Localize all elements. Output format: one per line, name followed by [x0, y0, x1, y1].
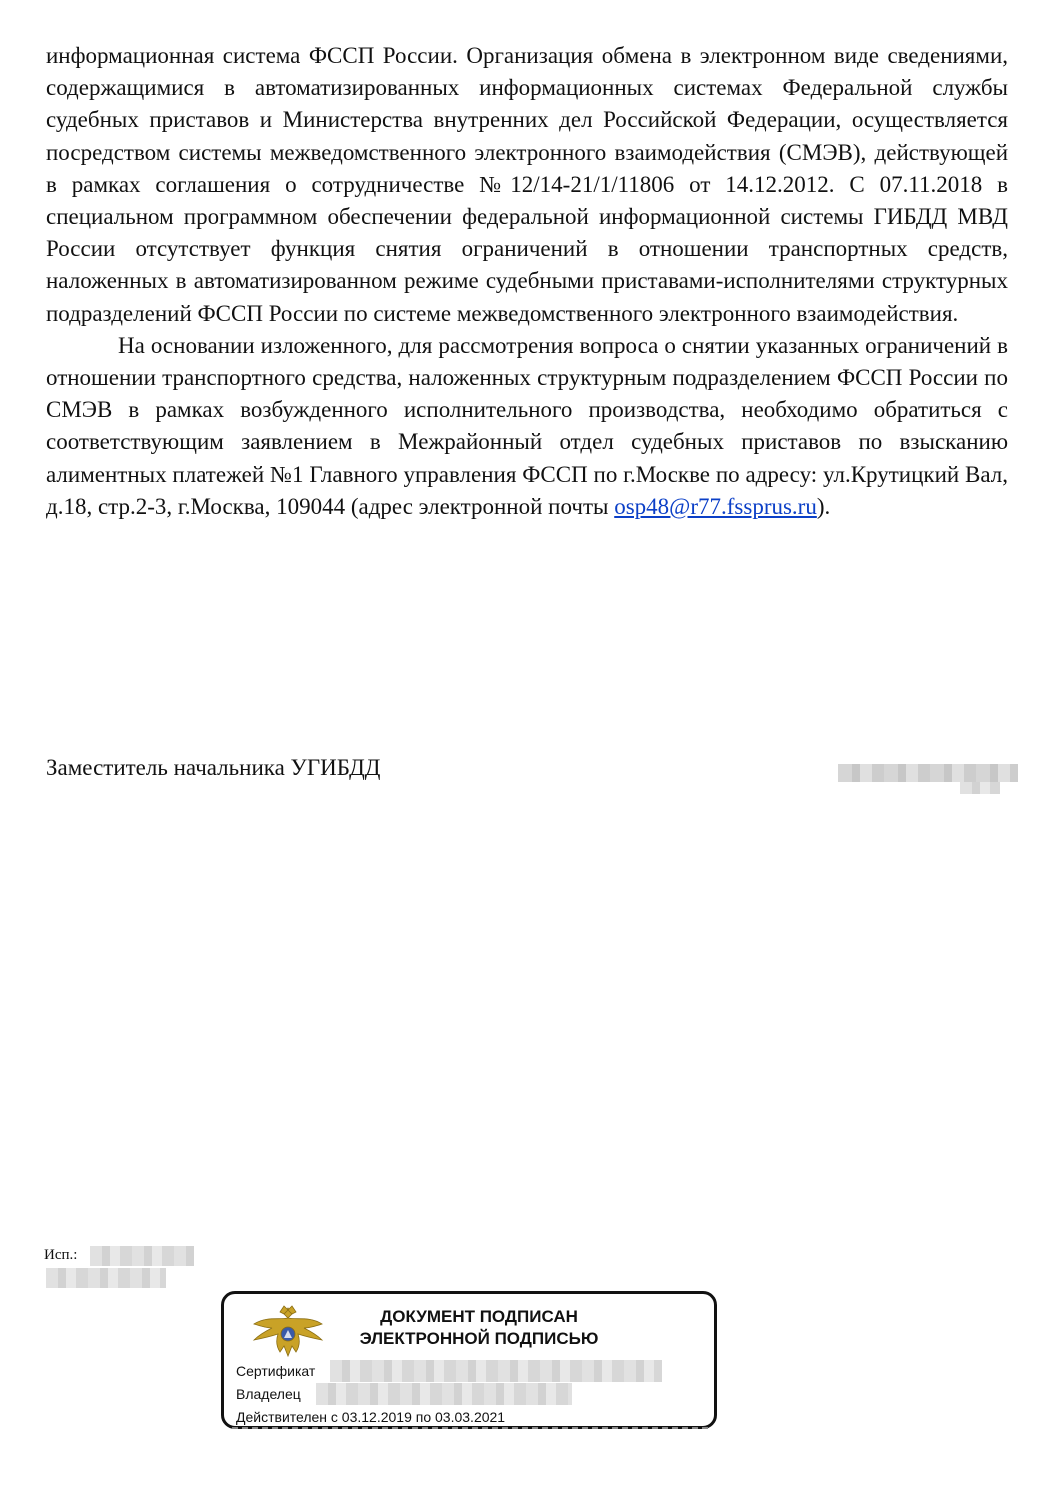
redacted-signer-name	[838, 764, 1018, 782]
certificate-label: Сертификат	[236, 1363, 316, 1379]
certificate-row	[236, 1362, 315, 1380]
paragraph-2	[46, 330, 1008, 523]
owner-label: Владелец	[236, 1386, 301, 1402]
paragraph-1: информационная система ФССП России. Организация обмена в электронном виде сведениями, содержащимися в автоматизированных информационных системах Федеральной службы судебных приставов и Министерства внутренних дел Российской Федерации, осуществляется посредством системы межведомственного электронного взаимодействия (СМЭВ), действующей в рамках соглашения о сотрудничестве №12/14-21/1/11806 от 14.12.2012. С 07.11.2018 в специальном программном обеспечении федеральной информационной системы ГИБДД МВД России отсутствует функция снятия ограничений в отношении транспортных средств, наложенных в автоматизированном режиме судебными приставами-исполнителями структурных подразделений ФССП России по системе межведомственного электронного взаимодействия.	[46, 43, 1008, 326]
email-link[interactable]: osp48@r77.fssprus.ru	[614, 493, 817, 519]
double-headed-eagle-emblem-icon	[250, 1302, 326, 1364]
redacted-owner-name	[316, 1383, 572, 1405]
executor-label: Исп.:	[44, 1247, 78, 1263]
redacted-certificate-number	[330, 1360, 662, 1382]
redacted-executor-phone	[46, 1268, 166, 1288]
stamp-heading	[334, 1306, 624, 1350]
letter-body	[46, 40, 1008, 523]
stamp-heading-line-2: ЭЛЕКТРОННОЙ ПОДПИСЬЮ	[359, 1329, 599, 1348]
paragraph-2-end: ).	[816, 493, 831, 519]
validity-row: Действителен с 03.12.2019 по 03.03.2021	[236, 1409, 506, 1425]
stamp-bottom-divider	[232, 1427, 710, 1429]
owner-row	[236, 1385, 301, 1403]
redacted-signer-name-fragment	[960, 782, 1000, 794]
stamp-heading-line-1: ДОКУМЕНТ ПОДПИСАН	[380, 1307, 578, 1326]
electronic-signature-stamp	[221, 1291, 717, 1429]
paragraph-2-text: На основании изложенного, для рассмотрения вопроса о снятии указанных ограничений в отношении транспортного средства, наложенных структурным подразделением ФССП России по СМЭВ в рамках возбужденного исполнительного производства, необходимо обратиться с соответствующим заявлением в Межрайонный отдел судебных приставов по взысканию алиментных платежей №1 Главного управления ФССП по г.Москве по адресу: ул.Крутицкий Вал, д.18, стр.2-3, г.Москва, 109044 (адрес электронной почты	[46, 332, 1008, 519]
signer-title: Заместитель начальника УГИБДД	[46, 755, 381, 780]
redacted-executor-name	[90, 1246, 194, 1266]
